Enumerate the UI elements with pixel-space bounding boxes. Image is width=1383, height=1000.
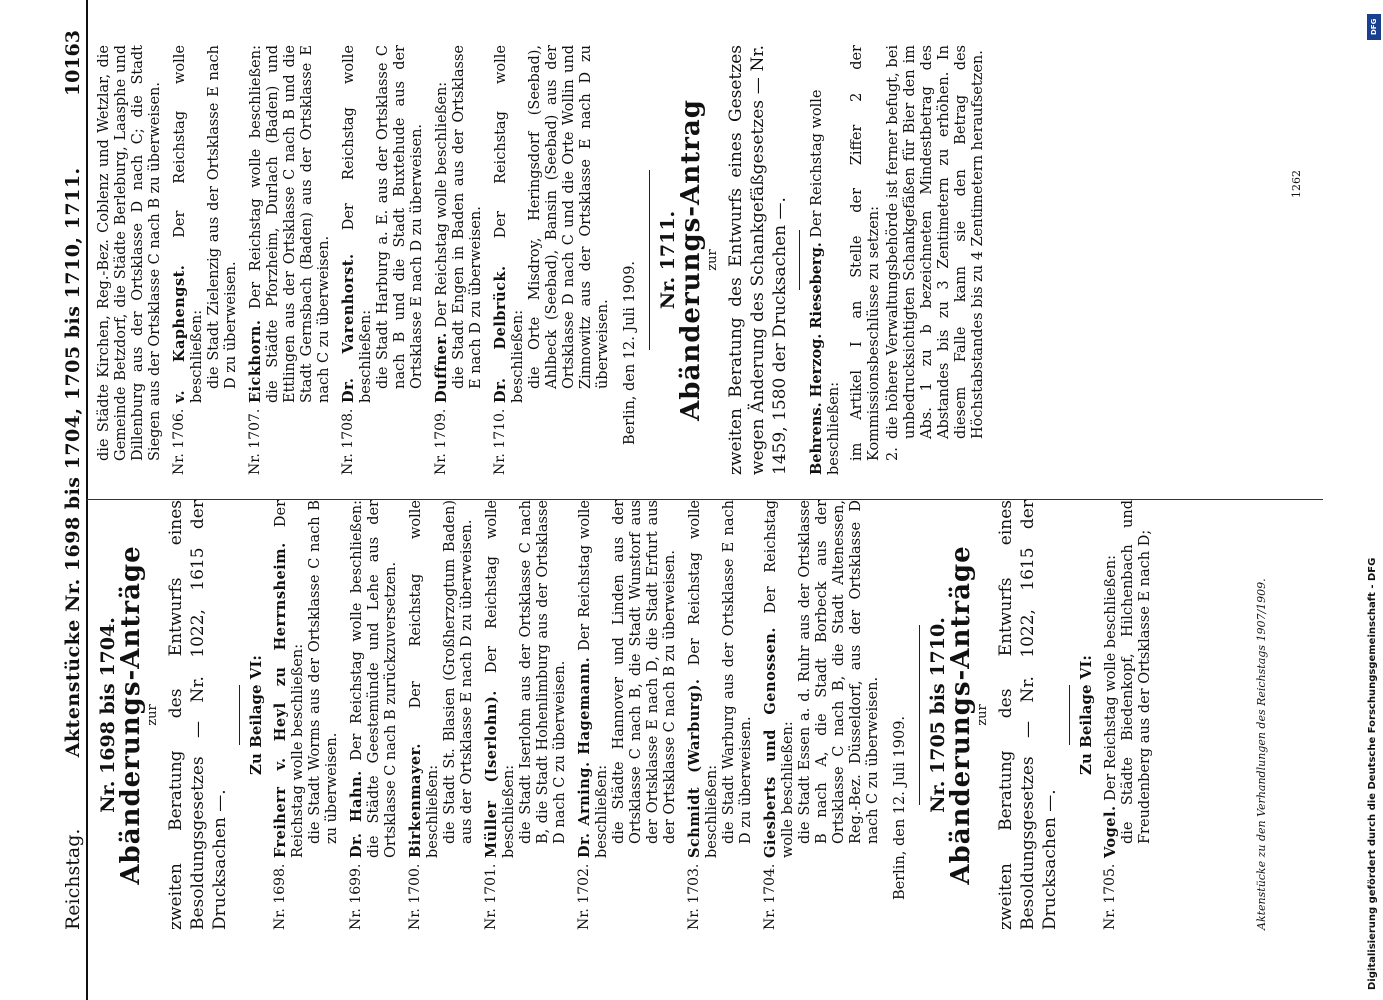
divider [919,625,920,805]
motion-number: Nr. 1701. [483,863,499,930]
divider [239,685,240,745]
motion-text: Der Reichstag wolle beschließen: [172,45,205,403]
motion-entry [247,45,333,475]
motion-entry [492,45,612,475]
motion-number: Nr. 1702. [576,863,592,930]
motion-number: Nr. 1708. [340,408,356,475]
motion-text: Der Reichstag wolle beschließen: [273,500,306,858]
motion-author: Birkenmayer. [407,743,424,858]
motion-author: Duffner. [433,332,450,403]
motion-text: Der Reichstag wolle beschließen: die Städte Geestemünde und Lehe aus der Ortsklasse C nach B zurückzuversetzen. [349,500,399,858]
section-zur: zur [975,704,990,726]
motion-text: Der Reichstag wolle beschließen: [577,500,610,858]
motion-author: Dr. Delbrück. [492,265,509,403]
motion-entry [433,45,485,475]
motion-number: Nr. 1700. [407,863,423,930]
section-intro: zweiten Beratung des Entwurfs eines Besoldungsgesetzes — Nr. 1022, 1615 der Drucksachen —. [166,500,230,930]
motion-entry [762,500,882,930]
motion-entry [1102,500,1154,930]
header-left: Reichstag. [62,828,84,930]
motion-number: Nr. 1705. [1102,863,1118,930]
motion-number: Nr. 1707. [247,408,263,475]
motion-entry [171,45,240,475]
page-header [50,0,88,1000]
motion-sub: die Stadt Worms aus der Ortsklasse C nach B zu überweisen. [307,500,340,844]
motion-author: Freiherr v. Heyl zu Herrnsheim. [272,542,289,858]
list-item-number: 2. [885,447,901,461]
section-title: Abänderungs-Antrag [676,99,706,421]
motion-sub: die Stadt Essen a. d. Ruhr aus der Ortsklasse B nach A, die Stadt Borbeck aus der Ortsklasse C nach B, die Stadt Altenessen, Reg.-Bez. Düsseldorf, aus der Ortsklasse D nach C zu überweisen. [797,500,881,844]
dfg-logo: DFG [1367,14,1381,40]
motion-author: Giesberts und Genossen. [762,627,779,858]
section-zur: zur [705,249,720,271]
article-line: im Artikel I an Stelle der Ziffer 2 der Kommissionsbeschlüsse zu setzen: [849,45,882,461]
date-line: Berlin, den 12. Juli 1909. [622,260,638,445]
motion-author: Eickhorn. [247,319,264,403]
motion-text: Der Reichstag wolle beschließen: [493,44,526,403]
motion-number: Nr. 1703. [686,863,702,930]
left-column [96,500,1161,930]
motion-sub: die Städte Biedenkopf, Hilchenbach und Freudenberg aus der Ortsklasse E nach D; [1120,500,1153,844]
motion-number: Nr. 1704. [762,863,778,930]
page-small-number: 1262 [1290,170,1303,198]
continuation-text: die Städte Kirchen, Reg.-Bez. Coblenz und Wetzlar, die Gemeinde Betzdorf, die Städte Berleburg, Laasphe und Dillenburg aus der Ortsklasse D nach C; die Stadt Siegen aus der Ortsklasse C nach B zu überweisen. [96,45,163,461]
motion-text: Der Reichstag wolle beschließen: [484,500,517,858]
motion-text: Der Reichstag wolle beschließen: [763,500,796,858]
motion-sub: die Stadt Engen in Baden aus der Ortsklasse E nach D zu überweisen. [451,45,484,389]
motion-author: Behrens. Herzog. Rieseberg. [808,242,825,475]
footnote: Aktenstücke zu den Verhandlungen des Reichstags 1907/1909. [1255,578,1268,930]
motion-entry [340,45,426,475]
motion-text: Der Reichstag wolle beschließen: [809,89,842,475]
list-item-text: die höhere Verwaltungsbehörde ist ferner befugt, bei unbedrucksichtigten Schankgefäßen für Bier den im Abs. 1 zu b bezeichneten Mindestbetrag des Abstandes bis zu 3 Zentimetern zu erhöhen. In diesem Falle kann sie den Betrag des Höchstabstandes bis zu 4 Zentimetern heraufsetzen. [885,45,986,439]
motion-entry [576,500,679,930]
motion-number: Nr. 1699. [348,863,364,930]
motion-sub: die Stadt Zielenzig aus der Ortsklasse E nach D zu überweisen. [206,45,239,389]
list-item [885,45,987,475]
motion-text: Der Reichstag wolle beschließen: [1103,555,1119,801]
right-column [96,45,989,475]
divider [649,170,650,350]
motion-author: Dr. Varenhorst. [340,253,357,403]
header-middle: Aktenstücke Nr. 1698 bis 1704, 1705 bis 1710, 1711. [62,167,84,758]
section-title: Abänderungs-Anträge [116,545,146,885]
motion-sub: die Stadt Harburg a. E. aus der Ortsklasse C nach B und die Stadt Buxtehude aus der Ortsklasse E nach D zu überweisen. [375,45,425,389]
motion-sub: die Städte Hannover und Linden aus der Ortsklasse C nach B, die Stadt Wunstorf aus der Ortsklasse E nach D, die Stadt Erfurt aus der Ortsklasse C nach B zu überweisen. [611,500,678,844]
motion-entry [686,500,755,930]
motion-author: Schmidt (Warburg). [686,678,703,858]
date-line: Berlin, den 12. Juli 1909. [892,715,908,900]
beilage-heading: Zu Beilage VI: [1077,655,1095,775]
section-intro: zweiten Beratung des Entwurfs eines Besoldungsgesetzes — Nr. 1022, 1615 der Drucksachen —. [996,500,1060,930]
motion-number: Nr. 1706. [171,408,187,475]
section-intro: zweiten Beratung des Entwurfs eines Gesetzes wegen Änderung des Schankgefäßgesetzes — Nr. 1459, 1580 der Drucksachen —. [726,45,790,475]
motion-author: Vogel. [1102,805,1119,858]
motion-text: Der Reichstag wolle beschließen: [341,45,374,403]
section-number: Nr. 1705 bis 1710. [927,617,949,813]
motion-entry [808,45,843,475]
section-zur: zur [145,704,160,726]
motion-entry [483,500,569,930]
motion-entry [407,500,476,930]
motion-author: Dr. Arning. Hagemann. [576,656,593,858]
motion-text: Der Reichstag wolle beschließen: die Städte Pforzheim, Durlach (Baden) und Ettlingen aus der Ortsklasse C nach B und die Stadt Gernsbach (Baden) aus der Ortsklasse E nach C zu überweisen. [248,45,332,403]
motion-entry [348,500,400,930]
section-number: Nr. 1698 bis 1704. [97,617,119,813]
side-credit [1363,10,1383,990]
motion-sub: die Stadt St. Blasien (Großherzogtum Baden) aus der Ortsklasse E nach D zu überweisen. [442,500,475,844]
motion-author: Müller (Iserlohn). [483,690,500,858]
motion-sub: die Stadt Warburg aus der Ortsklasse E nach D zu überweisen. [721,500,754,844]
section-number: Nr. 1711. [657,210,679,310]
side-credit-text: Digitalisierung gefördert durch die Deutsche Forschungsgemeinschaft - DFG [1367,557,1378,990]
beilage-heading: Zu Beilage VI: [247,655,265,775]
motion-number: Nr. 1710. [492,408,508,475]
motion-number: Nr. 1709. [433,408,449,475]
motion-text: Der Reichstag wolle beschließen: [434,81,450,328]
motion-entry [272,500,341,930]
motion-author: v. Kaphengst. [171,264,188,403]
motion-sub: die Orte Misdroy, Heringsdorf (Seebad), Ahlbeck (Seebad), Bansin (Seebad) aus der Ortsklasse D nach C und die Orte Wollin und Zinnowitz aus der Ortsklasse E nach D zu überweisen. [527,45,611,389]
motion-sub: die Stadt Iserlohn aus der Ortsklasse C nach B, die Stadt Hohenlimburg aus der Ortsklasse D nach C zu überweisen. [518,500,568,844]
divider [799,230,800,290]
divider [1069,685,1070,745]
motion-text: Der Reichstag wolle beschließen: [687,500,720,858]
motion-text: Der Reichstag wolle beschließen: [408,500,441,858]
motion-author: Dr. Hahn. [348,770,365,858]
header-page-number: 10163 [62,30,84,97]
section-title: Abänderungs-Anträge [946,545,976,885]
motion-number: Nr. 1698. [272,863,288,930]
